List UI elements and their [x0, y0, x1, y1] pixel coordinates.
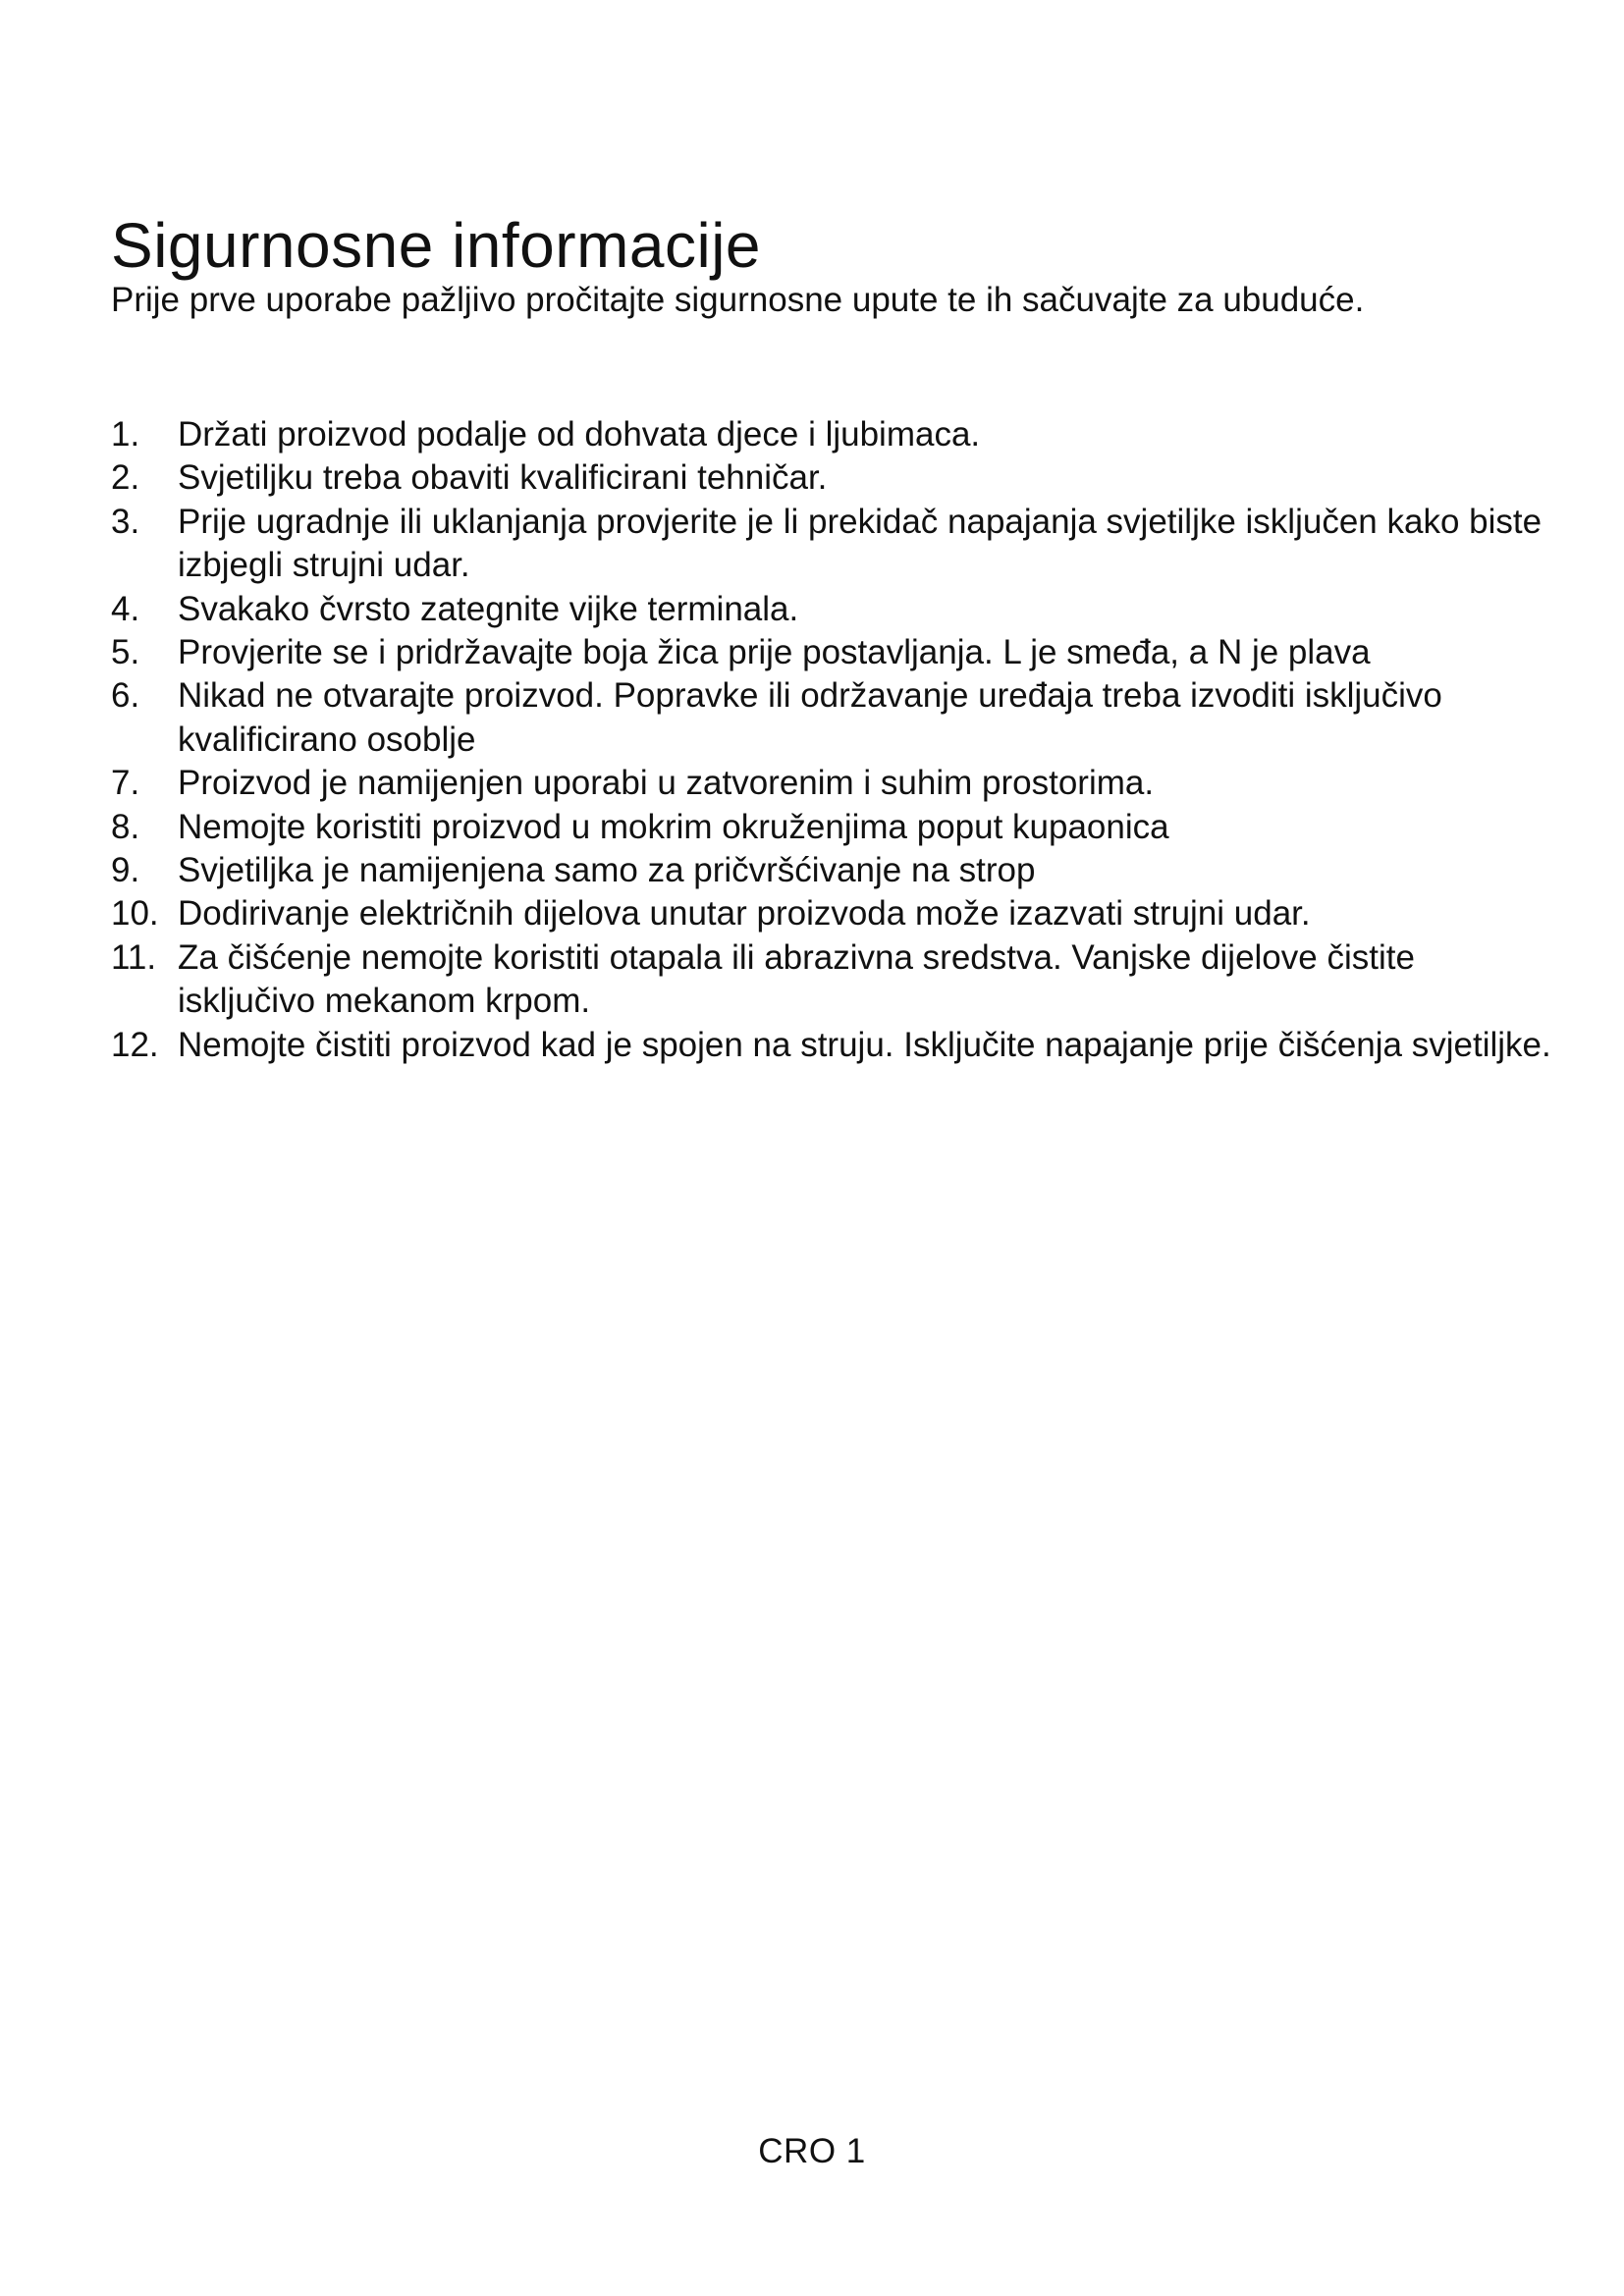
list-item	[111, 413, 1554, 456]
list-item	[111, 1024, 1554, 1067]
list-item-number: 10.	[111, 894, 159, 934]
list-item-number: 5.	[111, 633, 140, 672]
list-item	[111, 456, 1554, 500]
list-item	[111, 762, 1554, 805]
list-item-text: Provjerite se i pridržavajte boja žica prije postavljanja. L je smeđa, a N je plava	[178, 633, 1371, 672]
list-item-text: Dodirivanje električnih dijelova unutar proizvoda može izazvati strujni udar.	[178, 894, 1311, 934]
list-item-number: 9.	[111, 851, 140, 890]
list-item	[111, 936, 1554, 1024]
list-item-number: 2.	[111, 458, 140, 498]
list-item-text: Nikad ne otvarajte proizvod. Popravke ili održavanje uređaja treba izvoditi isključivo kvalificirano osoblje	[178, 676, 1442, 759]
safety-list	[111, 413, 1554, 1067]
list-item-text: Prije ugradnje ili uklanjanja provjerite je li prekidač napajanja svjetiljke isključen kako biste izbjegli strujni udar.	[178, 502, 1543, 585]
list-item-text: Držati proizvod podalje od dohvata djece i ljubimaca.	[178, 415, 981, 454]
list-item-number: 3.	[111, 502, 140, 541]
list-item-text: Nemojte koristiti proizvod u mokrim okruženjima poput kupaonica	[178, 807, 1169, 846]
list-item-text: Svjetiljka je namijenjena samo za pričvršćivanje na strop	[178, 851, 1036, 890]
list-item-text: Nemojte čistiti proizvod kad je spojen na struju. Isključite napajanje prije čišćenja svjetiljke.	[178, 1025, 1551, 1064]
list-item-number: 4.	[111, 589, 140, 628]
list-item-number: 6.	[111, 676, 140, 716]
page-number: CRO 1	[758, 2132, 866, 2170]
list-item-number: 8.	[111, 807, 140, 846]
list-item	[111, 631, 1554, 674]
list-item	[111, 806, 1554, 849]
list-item-number: 1.	[111, 415, 140, 454]
list-item-number: 11.	[111, 937, 157, 977]
list-item	[111, 501, 1554, 588]
list-item-number: 7.	[111, 764, 140, 803]
list-item-text: Proizvod je namijenjen uporabi u zatvorenim i suhim prostorima.	[178, 764, 1155, 803]
list-item-text: Za čišćenje nemojte koristiti otapala ili abrazivna sredstva. Vanjske dijelove čistite isključivo mekanom krpom.	[178, 937, 1415, 1021]
page-title: Sigurnosne informacije	[111, 210, 761, 281]
intro-text: Prije prve uporabe pažljivo pročitajte sigurnosne upute te ih sačuvajte za ubuduće.	[111, 281, 1365, 319]
list-item	[111, 849, 1554, 892]
list-item	[111, 892, 1554, 935]
list-item-number: 12.	[111, 1025, 159, 1064]
list-item-text: Svjetiljku treba obaviti kvalificirani tehničar.	[178, 458, 828, 498]
list-item	[111, 674, 1554, 762]
list-item	[111, 588, 1554, 631]
list-item-text: Svakako čvrsto zategnite vijke terminala.	[178, 589, 799, 628]
